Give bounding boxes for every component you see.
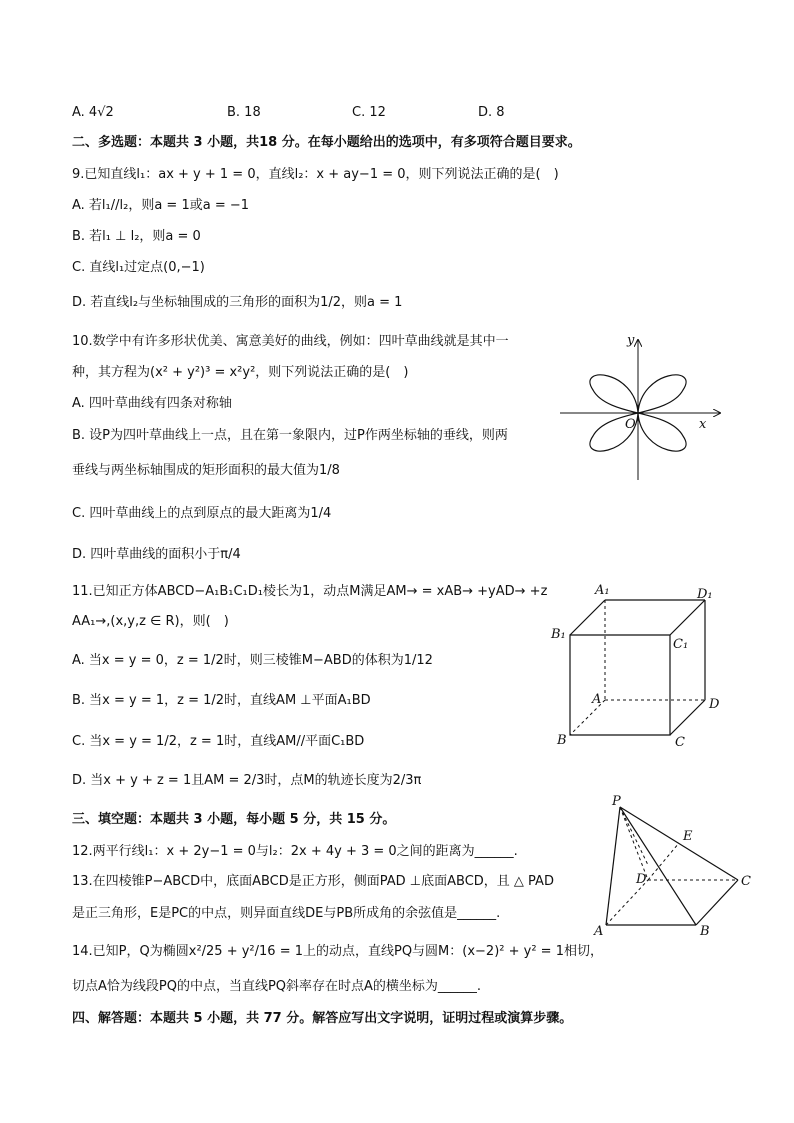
- q9-option-c: C. 直线l₁过定点(0,−1): [72, 260, 205, 275]
- vertex-a-label-pyramid: A: [594, 924, 604, 939]
- q9-option-a: A. 若l₁//l₂，则a = 1或a = −1: [72, 198, 250, 213]
- q11-option-d: D. 当x + y + z = 1且AM = 2/3时，点M的轨迹长度为2/3π: [72, 773, 422, 788]
- q10-option-c: C. 四叶草曲线上的点到原点的最大距离为1/4: [72, 506, 332, 521]
- q14-line1: 14.已知P，Q为椭圆x²/25 + y²/16 = 1上的动点，直线PQ与圆M：(x−2)² + y² = 1相切，: [72, 944, 603, 959]
- clover-petal-upper-left: [590, 375, 638, 413]
- section-multi-choice-header: 二、多选题：本题共 3 小题，共18 分。在每小题给出的选项中，有多项符合题目要求。: [72, 135, 581, 150]
- vertex-b-label-pyramid: B: [700, 924, 710, 939]
- four-leaf-clover-figure: [555, 330, 725, 480]
- edge-p-a: [606, 807, 620, 925]
- vertex-d1-label: D₁: [697, 587, 713, 602]
- q13-line2: 是正三角形，E是PC的中点，则异面直线DE与PB所成角的余弦值是______.: [72, 906, 501, 921]
- x-axis-label: x: [699, 417, 707, 432]
- q11-option-c: C. 当x = y = 1/2，z = 1时，直线AM//平面C₁BD: [72, 734, 365, 749]
- edge-b1-a1: [570, 600, 605, 635]
- q9-stem: 9.已知直线l₁：ax + y + 1 = 0，直线l₂：x + ay−1 = 0，则下列说法正确的是( ): [72, 167, 559, 182]
- pyramid-figure: [588, 795, 758, 945]
- q11-option-b: B. 当x = y = 1，z = 1/2时，直线AM ⊥平面A₁BD: [72, 693, 371, 708]
- q10-stem-line2: 种，其方程为(x² + y²)³ = x²y²，则下列说法正确的是( ): [72, 365, 409, 380]
- cube-figure: [545, 580, 725, 750]
- q10-option-a: A. 四叶草曲线有四条对称轴: [72, 396, 232, 411]
- vertex-b1-label: B₁: [551, 627, 566, 642]
- q12-text: 12.两平行线l₁：x + 2y−1 = 0与l₂：2x + 4y + 3 = 0之间的距离为______.: [72, 844, 518, 859]
- vertex-c1-label: C₁: [673, 637, 689, 652]
- vertex-c-label: C: [675, 735, 685, 750]
- prev-option-a: A. 4√2: [72, 105, 114, 120]
- clover-petal-upper-right: [638, 375, 686, 413]
- q11-option-a: A. 当x = y = 0，z = 1/2时，则三棱锥M−ABD的体积为1/12: [72, 653, 433, 668]
- q10-option-d: D. 四叶草曲线的面积小于π/4: [72, 547, 241, 562]
- section-answer-header: 四、解答题：本题共 5 小题，共 77 分。解答应写出文字说明，证明过程或演算步骤。: [72, 1011, 573, 1026]
- clover-petal-lower-right: [638, 413, 686, 451]
- q13-line1: 13.在四棱锥P−ABCD中，底面ABCD是正方形，侧面PAD ⊥底面ABCD，且 △ PAD: [72, 874, 554, 889]
- vertex-d-label: D: [709, 697, 720, 712]
- edge-b-c: [696, 880, 738, 925]
- y-axis-label: y: [627, 333, 635, 348]
- cube-front-face: [570, 635, 670, 735]
- vertex-a-label: A: [592, 692, 602, 707]
- edge-p-c: [620, 807, 738, 880]
- q10-stem-line1: 10.数学中有许多形状优美、寓意美好的曲线，例如：四叶草曲线就是其中一: [72, 334, 509, 349]
- vertex-p-label: P: [612, 794, 621, 809]
- q11-stem-line1: 11.已知正方体ABCD−A₁B₁C₁D₁棱长为1，动点M满足AM→ = xAB→ +yAD→ +z: [72, 584, 548, 599]
- q10-option-b-line1: B. 设P为四叶草曲线上一点，且在第一象限内，过P作两坐标轴的垂线，则两: [72, 428, 508, 443]
- edge-c1-d1: [670, 600, 705, 635]
- q10-option-b-line2: 垂线与两坐标轴围成的矩形面积的最大值为1/8: [72, 463, 340, 478]
- q14-line2: 切点A恰为线段PQ的中点，当直线PQ斜率存在时点A的横坐标为______.: [72, 979, 482, 994]
- prev-option-d: D. 8: [478, 105, 505, 120]
- edge-c-d: [670, 700, 705, 735]
- vertex-a1-label: A₁: [595, 583, 610, 598]
- vertex-b-label: B: [557, 733, 567, 748]
- q9-option-d: D. 若直线l₂与坐标轴围成的三角形的面积为1/2，则a = 1: [72, 295, 403, 310]
- prev-option-b: B. 18: [227, 105, 261, 120]
- vertex-d-label-pyramid: D: [636, 872, 647, 887]
- q9-option-b: B. 若l₁ ⊥ l₂，则a = 0: [72, 229, 201, 244]
- origin-label: O: [625, 417, 636, 432]
- point-e-label: E: [683, 829, 693, 844]
- q11-stem-line2: AA₁→,(x,y,z ∈ R)，则( ): [72, 614, 229, 629]
- vertex-c-label-pyramid: C: [741, 874, 751, 889]
- edge-p-b: [620, 807, 696, 925]
- prev-option-c: C. 12: [352, 105, 386, 120]
- section-fill-blank-header: 三、填空题：本题共 3 小题，每小题 5 分，共 15 分。: [72, 812, 396, 827]
